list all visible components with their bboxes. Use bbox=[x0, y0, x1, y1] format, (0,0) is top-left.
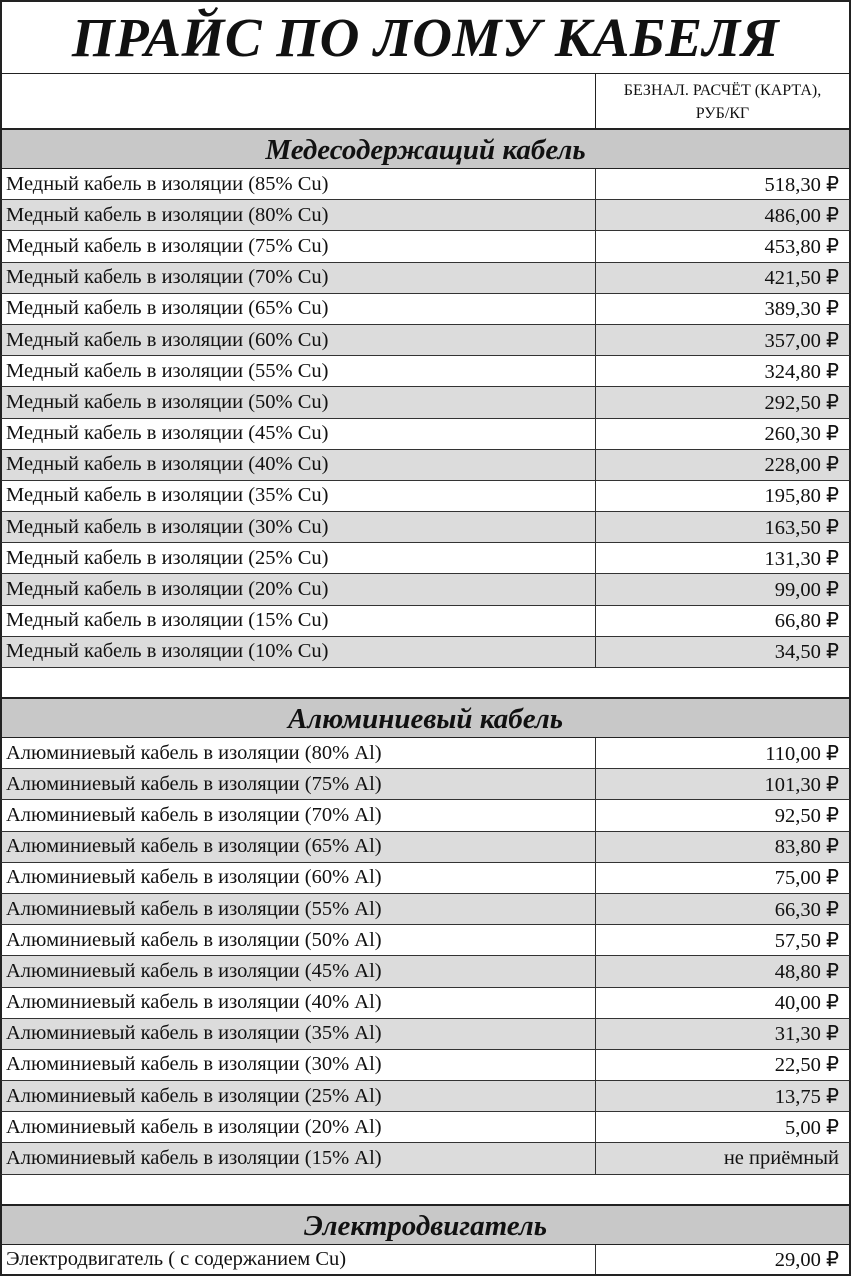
table-row bbox=[0, 294, 851, 325]
table-row bbox=[0, 169, 851, 200]
table-row bbox=[0, 637, 851, 668]
item-price: 101,30 ₽ bbox=[764, 773, 839, 796]
item-name: Алюминиевый кабель в изоляции (25% Al) bbox=[2, 1081, 596, 1111]
item-name: Алюминиевый кабель в изоляции (60% Al) bbox=[2, 863, 596, 893]
item-name: Алюминиевый кабель в изоляции (35% Al) bbox=[2, 1019, 596, 1049]
table-row bbox=[0, 512, 851, 543]
item-name: Медный кабель в изоляции (65% Cu) bbox=[2, 294, 596, 324]
table-row bbox=[0, 1245, 851, 1276]
table-row bbox=[0, 925, 851, 956]
table-row bbox=[0, 231, 851, 262]
item-name: Медный кабель в изоляции (55% Cu) bbox=[2, 356, 596, 386]
item-price: 389,30 ₽ bbox=[764, 298, 839, 321]
item-name: Алюминиевый кабель в изоляции (50% Al) bbox=[2, 925, 596, 955]
item-price: 163,50 ₽ bbox=[764, 516, 839, 539]
item-name: Медный кабель в изоляции (85% Cu) bbox=[2, 169, 596, 199]
item-price: 5,00 ₽ bbox=[784, 1116, 839, 1139]
table-row bbox=[0, 738, 851, 769]
item-price: 83,80 ₽ bbox=[774, 836, 839, 859]
sections-container bbox=[0, 130, 851, 1276]
price-column-header bbox=[596, 74, 849, 128]
table-row bbox=[0, 956, 851, 987]
section-spacer bbox=[0, 1175, 851, 1206]
column-header-row bbox=[0, 74, 851, 130]
item-name: Электродвигатель ( с содержанием Cu) bbox=[2, 1245, 596, 1274]
table-row bbox=[0, 894, 851, 925]
item-price: 453,80 ₽ bbox=[764, 235, 839, 258]
item-price: 260,30 ₽ bbox=[764, 423, 839, 446]
table-row bbox=[0, 481, 851, 512]
item-name: Медный кабель в изоляции (70% Cu) bbox=[2, 263, 596, 293]
item-price: 110,00 ₽ bbox=[765, 742, 839, 765]
item-name: Алюминиевый кабель в изоляции (30% Al) bbox=[2, 1050, 596, 1080]
item-name: Медный кабель в изоляции (45% Cu) bbox=[2, 419, 596, 449]
table-row bbox=[0, 769, 851, 800]
section-header: Алюминиевый кабель bbox=[0, 699, 851, 738]
item-price: 421,50 ₽ bbox=[764, 267, 839, 290]
table-row bbox=[0, 1112, 851, 1143]
table-row bbox=[0, 419, 851, 450]
item-price: 40,00 ₽ bbox=[774, 992, 839, 1015]
item-name: Медный кабель в изоляции (80% Cu) bbox=[2, 200, 596, 230]
item-name: Медный кабель в изоляции (10% Cu) bbox=[2, 637, 596, 667]
item-name: Медный кабель в изоляции (25% Cu) bbox=[2, 543, 596, 573]
item-price: 22,50 ₽ bbox=[774, 1054, 839, 1077]
item-name: Алюминиевый кабель в изоляции (65% Al) bbox=[2, 832, 596, 862]
table-row bbox=[0, 1050, 851, 1081]
table-row bbox=[0, 200, 851, 231]
item-name: Медный кабель в изоляции (50% Cu) bbox=[2, 387, 596, 417]
table-row bbox=[0, 832, 851, 863]
table-row bbox=[0, 988, 851, 1019]
table-row bbox=[0, 1081, 851, 1112]
table-row bbox=[0, 1019, 851, 1050]
item-name: Алюминиевый кабель в изоляции (15% Al) bbox=[2, 1143, 596, 1173]
item-price: 31,30 ₽ bbox=[774, 1023, 839, 1046]
item-price: 48,80 ₽ bbox=[774, 960, 839, 983]
table-row bbox=[0, 606, 851, 637]
item-name: Алюминиевый кабель в изоляции (75% Al) bbox=[2, 769, 596, 799]
table-row bbox=[0, 800, 851, 831]
table-row bbox=[0, 450, 851, 481]
page-title: ПРАЙС ПО ЛОМУ КАБЕЛЯ bbox=[0, 0, 851, 74]
item-name: Алюминиевый кабель в изоляции (45% Al) bbox=[2, 956, 596, 986]
item-name: Медный кабель в изоляции (30% Cu) bbox=[2, 512, 596, 542]
item-price: 357,00 ₽ bbox=[764, 329, 839, 352]
item-price: 99,00 ₽ bbox=[774, 579, 839, 602]
table-row bbox=[0, 387, 851, 418]
item-price: 228,00 ₽ bbox=[764, 454, 839, 477]
item-name: Медный кабель в изоляции (15% Cu) bbox=[2, 606, 596, 636]
item-price: 66,30 ₽ bbox=[774, 898, 839, 921]
item-price: 195,80 ₽ bbox=[764, 485, 839, 508]
item-price: 92,50 ₽ bbox=[774, 804, 839, 827]
table-row bbox=[0, 543, 851, 574]
item-name: Алюминиевый кабель в изоляции (40% Al) bbox=[2, 988, 596, 1018]
item-price: 131,30 ₽ bbox=[764, 547, 839, 570]
item-name: Медный кабель в изоляции (40% Cu) bbox=[2, 450, 596, 480]
item-price: 292,50 ₽ bbox=[764, 391, 839, 414]
item-price: 13,75 ₽ bbox=[774, 1085, 839, 1108]
table-row bbox=[0, 574, 851, 605]
item-name: Медный кабель в изоляции (20% Cu) bbox=[2, 574, 596, 604]
item-name: Медный кабель в изоляции (35% Cu) bbox=[2, 481, 596, 511]
item-price: 75,00 ₽ bbox=[774, 867, 839, 890]
item-price: 34,50 ₽ bbox=[774, 641, 839, 664]
item-name: Медный кабель в изоляции (60% Cu) bbox=[2, 325, 596, 355]
item-price: 29,00 ₽ bbox=[774, 1248, 839, 1271]
table-row bbox=[0, 1143, 851, 1174]
item-price: 518,30 ₽ bbox=[764, 173, 839, 196]
item-price: 324,80 ₽ bbox=[764, 360, 839, 383]
table-row bbox=[0, 356, 851, 387]
price-column-header-line2: РУБ/КГ bbox=[695, 105, 750, 122]
item-price: 486,00 ₽ bbox=[764, 204, 839, 227]
item-price: 57,50 ₽ bbox=[774, 929, 839, 952]
item-price: 66,80 ₽ bbox=[774, 610, 839, 633]
item-name: Алюминиевый кабель в изоляции (70% Al) bbox=[2, 800, 596, 830]
price-column-header-line1: БЕЗНАЛ. РАСЧЁТ (КАРТА), bbox=[623, 82, 822, 99]
table-row bbox=[0, 263, 851, 294]
section-spacer bbox=[0, 668, 851, 699]
item-price: не приёмный bbox=[723, 1147, 839, 1170]
section-header: Медесодержащий кабель bbox=[0, 130, 851, 169]
item-name: Алюминиевый кабель в изоляции (80% Al) bbox=[2, 738, 596, 768]
item-name: Алюминиевый кабель в изоляции (55% Al) bbox=[2, 894, 596, 924]
table-row bbox=[0, 325, 851, 356]
column-header-empty-cell bbox=[2, 74, 596, 128]
table-row bbox=[0, 863, 851, 894]
item-name: Медный кабель в изоляции (75% Cu) bbox=[2, 231, 596, 261]
section-header: Электродвигатель bbox=[0, 1206, 851, 1245]
item-name: Алюминиевый кабель в изоляции (20% Al) bbox=[2, 1112, 596, 1142]
